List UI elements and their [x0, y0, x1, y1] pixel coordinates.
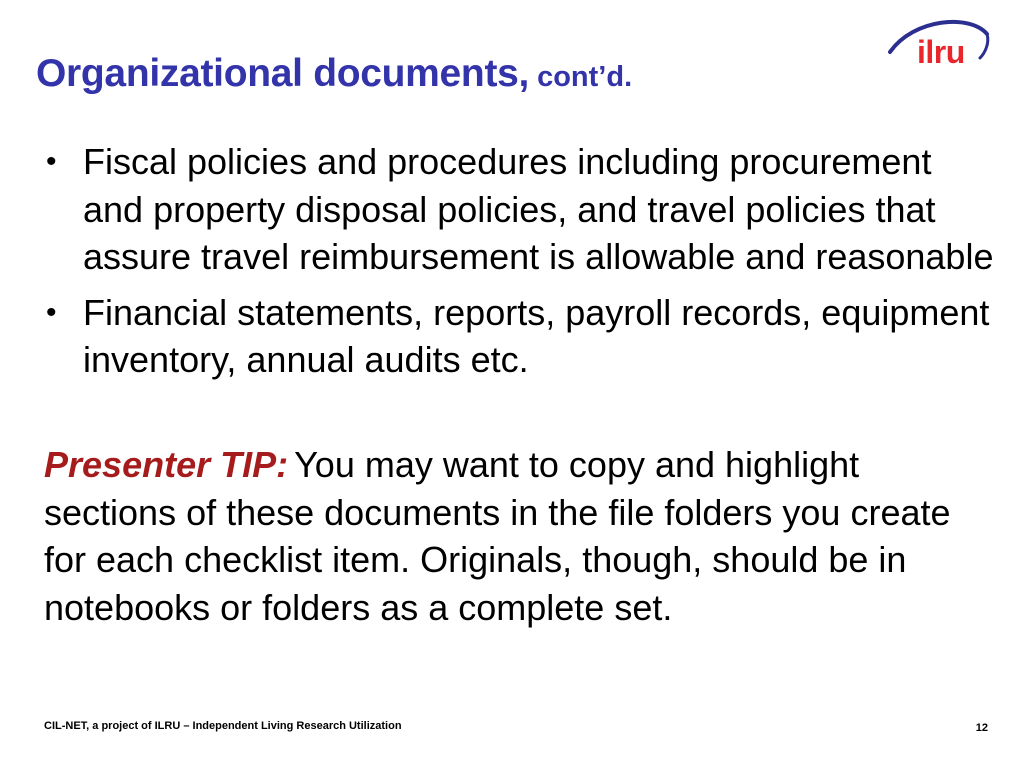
ilru-logo	[884, 14, 996, 76]
footer-credit: CIL-NET, a project of ILRU – Independent Living Research Utilization	[44, 720, 402, 732]
bullet-item	[44, 289, 994, 384]
bullet-list	[44, 138, 994, 392]
slide-title-text: Organizational documents,	[36, 52, 530, 95]
bullet-dot-icon: •	[46, 145, 57, 178]
presenter-tip	[44, 441, 994, 631]
page-number: 12	[975, 722, 988, 734]
presenter-tip-text: You may want to copy and highlight sections of these documents in the file folders you create for each checklist item. Originals, though, should be in notebooks or folders as a complete set.	[44, 444, 951, 628]
bullet-text: Financial statements, reports, payroll records, equipment inventory, annual audits etc.	[83, 291, 990, 380]
bullet-item	[44, 138, 994, 281]
slide-title-suffix: cont’d.	[537, 61, 633, 93]
bullet-text: Fiscal policies and procedures including procurement and property disposal policies, and travel policies that assure travel reimbursement is allowable and reasonable	[83, 141, 994, 277]
bullet-dot-icon: •	[46, 295, 57, 329]
slide-title	[36, 54, 632, 93]
logo-text: ilru	[917, 34, 965, 70]
presenter-tip-label: Presenter TIP:	[44, 444, 289, 485]
